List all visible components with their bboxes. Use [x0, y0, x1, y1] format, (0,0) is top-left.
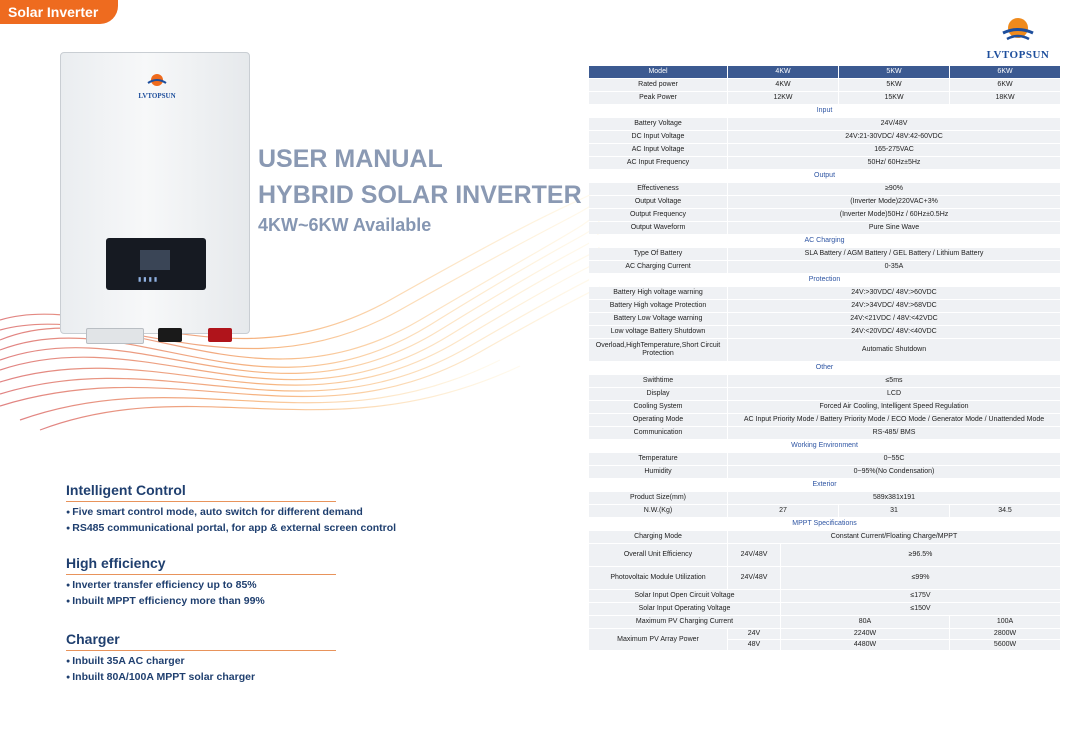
cell: RS-485/ BMS — [728, 427, 1060, 439]
section-heading: MPPT Specifications — [589, 518, 1060, 530]
feature-item: ● Five smart control mode, auto switch for different demand — [66, 506, 336, 518]
row-label: N.W.(Kg) — [589, 505, 727, 517]
row-label: AC Charging Current — [589, 261, 727, 273]
cell: ≤175V — [781, 590, 1060, 602]
row-label: Communication — [589, 427, 727, 439]
section-heading-row — [589, 362, 1060, 374]
cell: ≤150V — [781, 603, 1060, 615]
table-row — [589, 629, 1060, 639]
section-heading: Output — [589, 170, 1060, 182]
header-cell: 6KW — [950, 66, 1060, 78]
section-heading: Exterior — [589, 479, 1060, 491]
cell: Forced Air Cooling, Intelligent Speed Regulation — [728, 401, 1060, 413]
feature-item: ● Inverter transfer efficiency up to 85% — [66, 579, 336, 591]
table-header-row — [589, 66, 1060, 78]
cell: 18KW — [950, 92, 1060, 104]
cell: 24V:>34VDC/ 48V:>68VDC — [728, 300, 1060, 312]
cell: 4480W — [781, 640, 949, 650]
cell: 589x381x191 — [728, 492, 1060, 504]
row-label: Product Size(mm) — [589, 492, 727, 504]
row-label: Low voltage Battery Shutdown — [589, 326, 727, 338]
cell: Automatic Shutdown — [728, 339, 1060, 361]
section-heading-row — [589, 274, 1060, 286]
feature-item: ● Inbuilt MPPT efficiency more than 99% — [66, 595, 336, 607]
brand-logo — [982, 14, 1054, 61]
row-label: Display — [589, 388, 727, 400]
row-label: Battery Voltage — [589, 118, 727, 130]
cell: 100A — [950, 616, 1060, 628]
table-row — [589, 544, 1060, 566]
headline-range: 4KW~6KW Available — [258, 215, 432, 235]
feature-intelligent-control — [66, 482, 397, 534]
cell: 5600W — [950, 640, 1060, 650]
cell: 50Hz/ 60Hz±5Hz — [728, 157, 1060, 169]
row-label: Rated power — [589, 79, 727, 91]
section-heading: Input — [589, 105, 1060, 117]
device-logo — [135, 71, 179, 100]
category-tab: Solar Inverter — [0, 0, 118, 24]
table-row — [589, 118, 1060, 130]
table-row — [589, 196, 1060, 208]
cell: 27 — [728, 505, 838, 517]
header-cell: 5KW — [839, 66, 949, 78]
cell: ≤99% — [781, 567, 1060, 589]
table-row — [589, 326, 1060, 338]
cell: 24V/48V — [728, 118, 1060, 130]
cell: ≥96.5% — [781, 544, 1060, 566]
row-label: Output Waveform — [589, 222, 727, 234]
cell: 24V — [728, 629, 780, 639]
cell: Constant Current/Floating Charge/MPPT — [728, 531, 1060, 543]
row-label: Maximum PV Charging Current — [589, 616, 780, 628]
cell: ≤5ms — [728, 375, 1060, 387]
row-label: Humidity — [589, 466, 727, 478]
cell: 24V:>30VDC/ 48V:>60VDC — [728, 287, 1060, 299]
row-label: Overall Unit Efficiency — [589, 544, 727, 566]
cell: (Inverter Mode)220VAC+3% — [728, 196, 1060, 208]
cell: 24V/48V — [728, 544, 780, 566]
cell: 24V/48V — [728, 567, 780, 589]
table-row — [589, 261, 1060, 273]
cell: Pure Sine Wave — [728, 222, 1060, 234]
table-row — [589, 300, 1060, 312]
row-label: Overload,HighTemperature,Short Circuit Protection — [589, 339, 727, 361]
cell: 24V:<20VDC/ 48V:<40VDC — [728, 326, 1060, 338]
cell: 5KW — [839, 79, 949, 91]
cell: 80A — [781, 616, 949, 628]
table-row — [589, 79, 1060, 91]
cell: 0~95%(No Condensation) — [728, 466, 1060, 478]
row-label: Solar Input Operating Voltage — [589, 603, 780, 615]
cell: 24V:21-30VDC/ 48V:42-60VDC — [728, 131, 1060, 143]
feature-title: Intelligent Control — [66, 482, 336, 502]
section-heading-row — [589, 479, 1060, 491]
section-heading-row — [589, 170, 1060, 182]
table-row — [589, 603, 1060, 615]
sun-logo-icon — [146, 71, 168, 87]
table-row — [589, 567, 1060, 589]
section-heading-row — [589, 235, 1060, 247]
feature-title: High efficiency — [66, 555, 336, 575]
row-label: Charging Mode — [589, 531, 727, 543]
cell: 0~55C — [728, 453, 1060, 465]
row-label: Operating Mode — [589, 414, 727, 426]
table-row — [589, 427, 1060, 439]
table-row — [589, 375, 1060, 387]
table-row — [589, 492, 1060, 504]
table-row — [589, 453, 1060, 465]
cell: (Inverter Mode)50Hz / 60Hz±0.5Hz — [728, 209, 1060, 221]
sun-wave-logo-icon — [1000, 14, 1036, 44]
section-heading: Protection — [589, 274, 1060, 286]
section-heading: Other — [589, 362, 1060, 374]
row-label: Battery High voltage warning — [589, 287, 727, 299]
feature-high-efficiency — [66, 555, 336, 607]
row-label: Peak Power — [589, 92, 727, 104]
table-row — [589, 616, 1060, 628]
row-label: Output Voltage — [589, 196, 727, 208]
row-label: Effectiveness — [589, 183, 727, 195]
row-label: Solar Input Open Circuit Voltage — [589, 590, 780, 602]
cell: 24V:<21VDC / 48V:<42VDC — [728, 313, 1060, 325]
cell: 6KW — [950, 79, 1060, 91]
section-heading-row — [589, 105, 1060, 117]
device-ports — [86, 328, 144, 344]
table-row — [589, 248, 1060, 260]
row-label: Temperature — [589, 453, 727, 465]
feature-title: Charger — [66, 631, 336, 651]
device-terminal-red — [208, 328, 232, 342]
row-label: AC Input Voltage — [589, 144, 727, 156]
headline-user-manual: USER MANUAL — [258, 145, 443, 173]
table-row — [589, 505, 1060, 517]
row-label: AC Input Frequency — [589, 157, 727, 169]
section-heading: AC Charging — [589, 235, 1060, 247]
lcd-buttons-icon: ▮▮▮▮ — [138, 277, 160, 283]
row-label: Swithtime — [589, 375, 727, 387]
row-label: Cooling System — [589, 401, 727, 413]
table-row — [589, 222, 1060, 234]
section-heading-row — [589, 440, 1060, 452]
cell: 34.5 — [950, 505, 1060, 517]
lcd-screen — [140, 250, 170, 270]
table-row — [589, 209, 1060, 221]
cell: 31 — [839, 505, 949, 517]
feature-item: ● Inbuilt 80A/100A MPPT solar charger — [66, 671, 336, 683]
table-row — [589, 590, 1060, 602]
table-row — [589, 144, 1060, 156]
cell: 15KW — [839, 92, 949, 104]
cell: 165-275VAC — [728, 144, 1060, 156]
cell: 12KW — [728, 92, 838, 104]
cell: 0-35A — [728, 261, 1060, 273]
table-row — [589, 313, 1060, 325]
spec-table — [588, 65, 1061, 651]
cell: SLA Battery / AGM Battery / GEL Battery / Lithium Battery — [728, 248, 1060, 260]
row-label: Photovoltaic Module Utilization — [589, 567, 727, 589]
cell: 2800W — [950, 629, 1060, 639]
cell: 2240W — [781, 629, 949, 639]
table-row — [589, 183, 1060, 195]
header-cell: Model — [589, 66, 727, 78]
table-row — [589, 92, 1060, 104]
table-row — [589, 531, 1060, 543]
row-label: Type Of Battery — [589, 248, 727, 260]
cell: 4KW — [728, 79, 838, 91]
row-label: DC Input Voltage — [589, 131, 727, 143]
table-row — [589, 339, 1060, 361]
cell: 48V — [728, 640, 780, 650]
table-row — [589, 466, 1060, 478]
row-label: Battery High voltage Protection — [589, 300, 727, 312]
row-label: Maximum PV Array Power — [589, 629, 727, 650]
brand-name: LVTOPSUN — [986, 49, 1050, 61]
table-row — [589, 157, 1060, 169]
feature-item: ● Inbuilt 35A AC charger — [66, 655, 336, 667]
table-row — [589, 287, 1060, 299]
table-row — [589, 131, 1060, 143]
row-label: Output Frequency — [589, 209, 727, 221]
table-row — [589, 401, 1060, 413]
device-logo-text: LVTOPSUN — [138, 92, 176, 100]
device-terminal-black — [158, 328, 182, 342]
cell: LCD — [728, 388, 1060, 400]
feature-item: ● RS485 communicational portal, for app & external screen control — [66, 522, 336, 534]
cell: AC Input Priority Mode / Battery Priority Mode / ECO Mode / Generator Mode / Unattended Mode — [728, 414, 1060, 426]
row-label: Battery Low Voltage warning — [589, 313, 727, 325]
cell: ≥90% — [728, 183, 1060, 195]
table-row — [589, 414, 1060, 426]
section-heading: Working Environment — [589, 440, 1060, 452]
inverter-device-image — [60, 52, 250, 334]
table-row — [589, 388, 1060, 400]
lcd-panel — [106, 238, 206, 290]
headline-product: HYBRID SOLAR INVERTER — [258, 181, 582, 209]
section-heading-row — [589, 518, 1060, 530]
header-cell: 4KW — [728, 66, 838, 78]
feature-charger — [66, 631, 336, 683]
